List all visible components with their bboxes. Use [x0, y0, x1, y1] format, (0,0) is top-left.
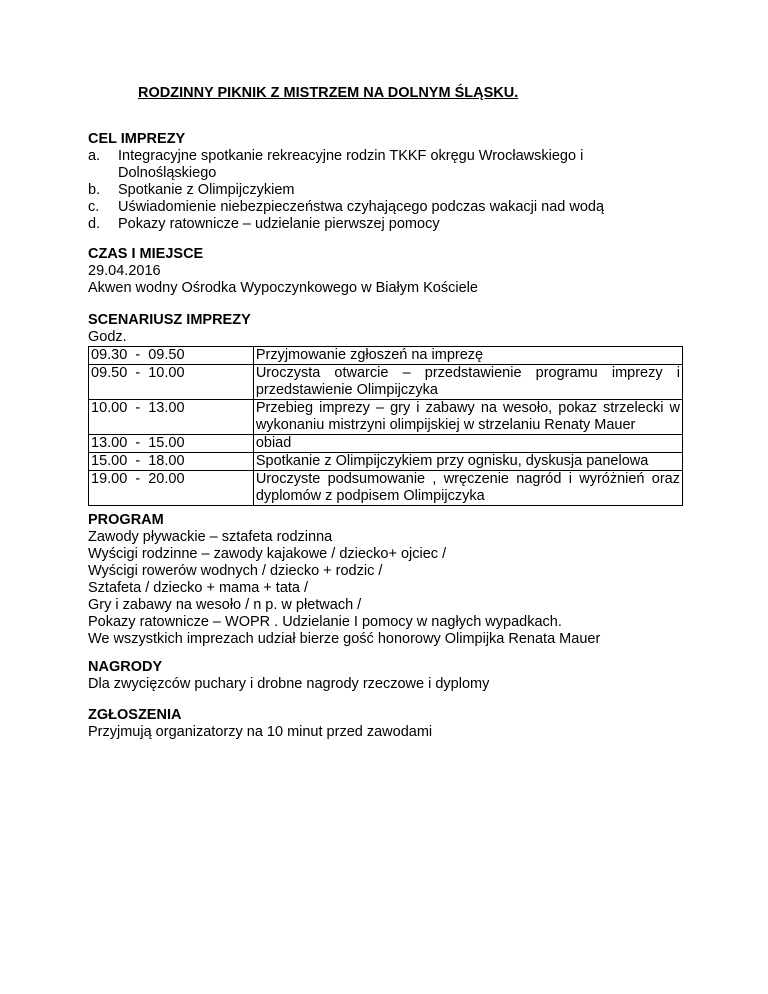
program-line: Sztafeta / dziecko + mama + tata / — [88, 580, 309, 596]
table-row — [89, 365, 683, 400]
prizes-heading: NAGRODY — [88, 659, 163, 675]
list-item-text: Spotkanie z Olimpijczykiem — [118, 182, 295, 198]
schedule-description: Przyjmowanie zgłoszeń na imprezę — [253, 347, 682, 365]
list-marker: b. — [88, 182, 101, 198]
schedule-time: 10.00 - 13.00 — [89, 400, 254, 435]
list-item-text: Integracyjne spotkanie rekreacyjne rodzin TKKF okręgu Wrocławskiego i — [118, 148, 584, 164]
list-item — [88, 216, 683, 233]
goals-heading: CEL IMPREZY — [88, 131, 186, 147]
schedule-time: 13.00 - 15.00 — [89, 435, 254, 453]
list-marker: c. — [88, 199, 100, 215]
schedule-description: obiad — [253, 435, 682, 453]
program-line: We wszystkich imprezach udział bierze gość honorowy Olimpijka Renata Mauer — [88, 631, 601, 647]
table-row — [89, 400, 683, 435]
schedule-time: 09.50 - 10.00 — [89, 365, 254, 400]
event-place: Akwen wodny Ośrodka Wypoczynkowego w Białym Kościele — [88, 280, 478, 296]
list-item-text: Uświadomienie niebezpieczeństwa czyhającego podczas wakacji nad wodą — [118, 199, 605, 215]
list-marker: a. — [88, 148, 101, 164]
program-line: Wyścigi rodzinne – zawody kajakowe / dziecko+ ojciec / — [88, 546, 447, 562]
program-line: Wyścigi rowerów wodnych / dziecko + rodzic / — [88, 563, 383, 579]
registration-heading: ZGŁOSZENIA — [88, 707, 182, 723]
prizes-section — [88, 659, 683, 693]
event-date: 29.04.2016 — [88, 263, 161, 279]
scenario-heading: SCENARIUSZ IMPREZY — [88, 312, 251, 328]
goals-section — [88, 131, 683, 233]
prizes-text: Dla zwycięzców puchary i drobne nagrody rzeczowe i dyplomy — [88, 676, 490, 692]
list-item — [88, 148, 683, 182]
registration-section — [88, 707, 683, 741]
program-section — [88, 512, 683, 648]
table-row — [89, 435, 683, 453]
list-marker: d. — [88, 216, 101, 232]
document-title: RODZINNY PIKNIK Z MISTRZEM NA DOLNYM ŚLĄSKU. — [138, 85, 519, 101]
program-line: Gry i zabawy na wesoło / n p. w płetwach / — [88, 597, 362, 613]
schedule-time: 19.00 - 20.00 — [89, 471, 254, 506]
schedule-time: 09.30 - 09.50 — [89, 347, 254, 365]
table-row — [89, 347, 683, 365]
program-heading: PROGRAM — [88, 512, 164, 528]
list-item-text: Pokazy ratownicze – udzielanie pierwszej pomocy — [118, 216, 440, 232]
schedule-description: Uroczyste podsumowanie , wręczenie nagród i wyróżnień oraz dyplomów z podpisem Olimpijczyka — [253, 471, 682, 506]
goals-list — [88, 148, 683, 233]
list-item-text-continued: Dolnośląskiego — [118, 165, 217, 181]
list-item — [88, 199, 683, 216]
hour-label: Godz. — [88, 329, 127, 345]
schedule-description: Przebieg imprezy – gry i zabawy na wesoło, pokaz strzelecki w wykonaniu mistrzyni olimpijskiej w strzelaniu Renaty Mauer — [253, 400, 682, 435]
schedule-description: Spotkanie z Olimpijczykiem przy ognisku, dyskusja panelowa — [253, 453, 682, 471]
time-place-section — [88, 246, 683, 297]
list-item — [88, 182, 683, 199]
program-line: Pokazy ratownicze – WOPR . Udzielanie I pomocy w nagłych wypadkach. — [88, 614, 562, 630]
table-row — [89, 453, 683, 471]
schedule-description: Uroczysta otwarcie – przedstawienie programu imprezy i przedstawienie Olimpijczyka — [253, 365, 682, 400]
registration-text: Przyjmują organizatorzy na 10 minut przed zawodami — [88, 724, 433, 740]
schedule-time: 15.00 - 18.00 — [89, 453, 254, 471]
program-line: Zawody pływackie – sztafeta rodzinna — [88, 529, 333, 545]
schedule-table — [88, 346, 683, 506]
scenario-section — [88, 312, 683, 506]
time-place-heading: CZAS I MIEJSCE — [88, 246, 204, 262]
table-row — [89, 471, 683, 506]
